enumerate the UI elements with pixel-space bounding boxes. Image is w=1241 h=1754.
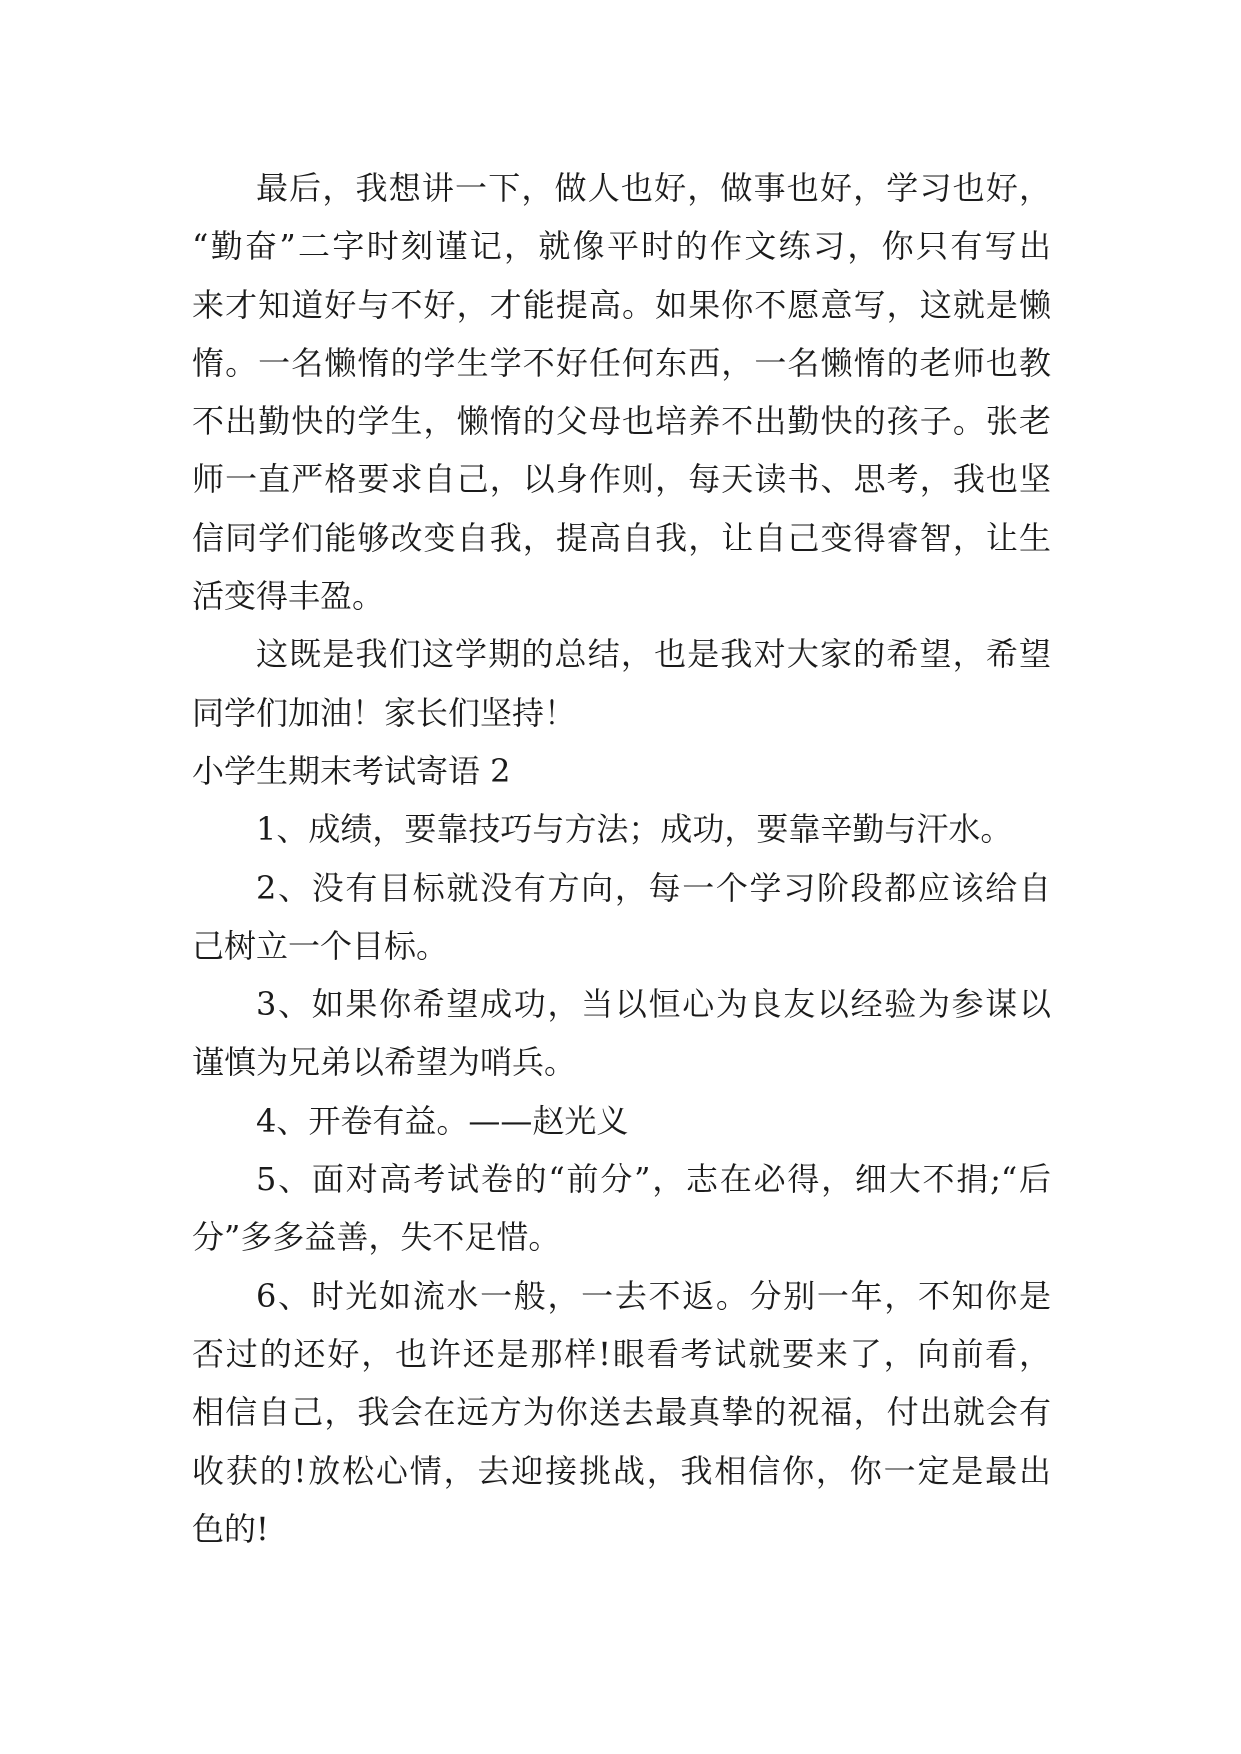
paragraph bbox=[192, 159, 1051, 625]
section-title: 小学生期末考试寄语 2 bbox=[192, 751, 511, 790]
text-line: 这既是我们这学期的总结，也是我对大家的希望，希望 bbox=[256, 635, 1051, 674]
text-line: 相信自己，我会在远方为你送去最真挚的祝福，付出就会有 bbox=[192, 1393, 1051, 1432]
text-line: 同学们加油！家长们坚持！ bbox=[192, 693, 577, 732]
paragraph bbox=[192, 625, 1051, 742]
text-line: 信同学们能够改变自我，提高自我，让自己变得睿智，让生 bbox=[192, 518, 1051, 557]
text-line: 6、时光如流水一般，一去不返。分别一年，不知你是 bbox=[256, 1276, 1051, 1315]
text-line: 3、如果你希望成功，当以恒心为良友以经验为参谋以 bbox=[256, 985, 1051, 1024]
saying-item bbox=[192, 975, 1051, 1092]
text-line: 不出勤快的学生，懒惰的父母也培养不出勤快的孩子。张老 bbox=[192, 402, 1051, 441]
text-line: 活变得丰盈。 bbox=[192, 577, 385, 616]
text-line: 来才知道好与不好，才能提高。如果你不愿意写，这就是懒 bbox=[192, 285, 1051, 324]
text-line: “勤奋”二字时刻谨记，就像平时的作文练习，你只有写出 bbox=[192, 227, 1051, 266]
saying-item bbox=[192, 800, 1051, 858]
text-line: 收获的!放松心情，去迎接挑战，我相信你，你一定是最出 bbox=[192, 1451, 1051, 1490]
text-line: 否过的还好，也许还是那样!眼看考试就要来了，向前看， bbox=[192, 1334, 1051, 1373]
saying-item bbox=[192, 1092, 1051, 1150]
text-line: 惰。一名懒惰的学生学不好任何东西，一名懒惰的老师也教 bbox=[192, 343, 1051, 382]
text-line: 1、成绩，要靠技巧与方法；成功，要靠辛勤与汗水。 bbox=[256, 810, 1013, 849]
saying-item bbox=[192, 1267, 1051, 1558]
text-line: 最后，我想讲一下，做人也好，做事也好，学习也好， bbox=[256, 169, 1051, 207]
saying-item bbox=[192, 1150, 1051, 1267]
text-line: 4、开卷有益。——赵光义 bbox=[256, 1101, 629, 1140]
text-line: 谨慎为兄弟以希望为哨兵。 bbox=[192, 1043, 577, 1082]
text-line: 己树立一个目标。 bbox=[192, 926, 449, 965]
text-line: 2、没有目标就没有方向，每一个学习阶段都应该给自 bbox=[256, 868, 1051, 907]
text-line: 分”多多益善，失不足惜。 bbox=[192, 1218, 561, 1257]
text-line: 色的! bbox=[192, 1509, 269, 1548]
text-line: 师一直严格要求自己，以身作则，每天读书、思考，我也坚 bbox=[192, 460, 1051, 499]
text-line: 5、面对高考试卷的“前分”，志在必得，细大不捐;“后 bbox=[256, 1160, 1051, 1199]
saying-item bbox=[192, 859, 1051, 976]
document-page bbox=[192, 159, 1051, 1558]
